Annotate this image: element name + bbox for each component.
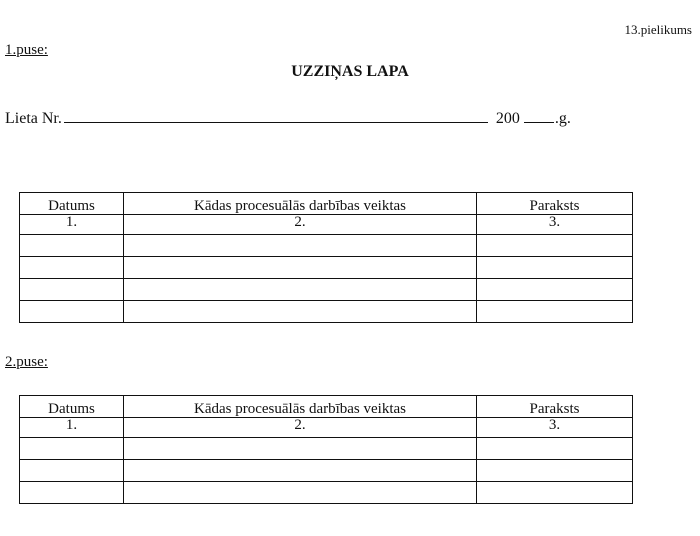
column-number-row: [20, 418, 633, 438]
procedure-log-table-1: [19, 192, 633, 323]
table-cell[interactable]: [477, 235, 633, 257]
table-cell[interactable]: [124, 301, 477, 323]
table-row: [20, 460, 633, 482]
table-cell[interactable]: [20, 460, 124, 482]
case-number-line: [5, 108, 571, 128]
table-cell[interactable]: [124, 257, 477, 279]
table-cell[interactable]: [20, 279, 124, 301]
column-number: 2.: [124, 418, 477, 438]
table-row: [20, 257, 633, 279]
column-number-row: [20, 215, 633, 235]
table-cell[interactable]: [477, 301, 633, 323]
table-cell[interactable]: [124, 438, 477, 460]
table-cell[interactable]: [477, 460, 633, 482]
year-field[interactable]: [524, 108, 554, 123]
case-number-field[interactable]: [64, 108, 488, 123]
document-title: UZZIŅAS LAPA: [291, 63, 409, 80]
table-row: [20, 235, 633, 257]
table-row: [20, 279, 633, 301]
header-row: [20, 396, 633, 418]
header-actions: Kādas procesuālās darbības veiktas: [124, 396, 477, 418]
side-2-label: 2.puse:: [5, 354, 48, 370]
table-cell[interactable]: [124, 279, 477, 301]
header-date: Datums: [20, 396, 124, 418]
annex-number: 13.pielikums: [624, 22, 692, 37]
column-number: 3.: [477, 418, 633, 438]
column-number: 2.: [124, 215, 477, 235]
table-cell[interactable]: [477, 257, 633, 279]
table-cell[interactable]: [124, 482, 477, 504]
table-cell[interactable]: [20, 301, 124, 323]
table-cell[interactable]: [20, 438, 124, 460]
year-prefix: 200: [495, 110, 520, 127]
table-cell[interactable]: [124, 460, 477, 482]
table-cell[interactable]: [477, 482, 633, 504]
header-row: [20, 193, 633, 215]
case-number-label: Lieta Nr.: [5, 110, 62, 127]
table-row: [20, 482, 633, 504]
header-signature: Paraksts: [477, 193, 633, 215]
table-cell[interactable]: [477, 438, 633, 460]
header-actions: Kādas procesuālās darbības veiktas: [124, 193, 477, 215]
column-number: 1.: [20, 215, 124, 235]
table-cell[interactable]: [20, 235, 124, 257]
table-row: [20, 301, 633, 323]
header-date: Datums: [20, 193, 124, 215]
procedure-log-table-2: [19, 395, 633, 504]
side-1-label: 1.puse:: [5, 42, 48, 58]
table-row: [20, 438, 633, 460]
table-cell[interactable]: [124, 235, 477, 257]
column-number: 3.: [477, 215, 633, 235]
table-cell[interactable]: [20, 257, 124, 279]
table-cell[interactable]: [477, 279, 633, 301]
table-cell[interactable]: [20, 482, 124, 504]
header-signature: Paraksts: [477, 396, 633, 418]
year-suffix: .g.: [554, 110, 571, 127]
column-number: 1.: [20, 418, 124, 438]
